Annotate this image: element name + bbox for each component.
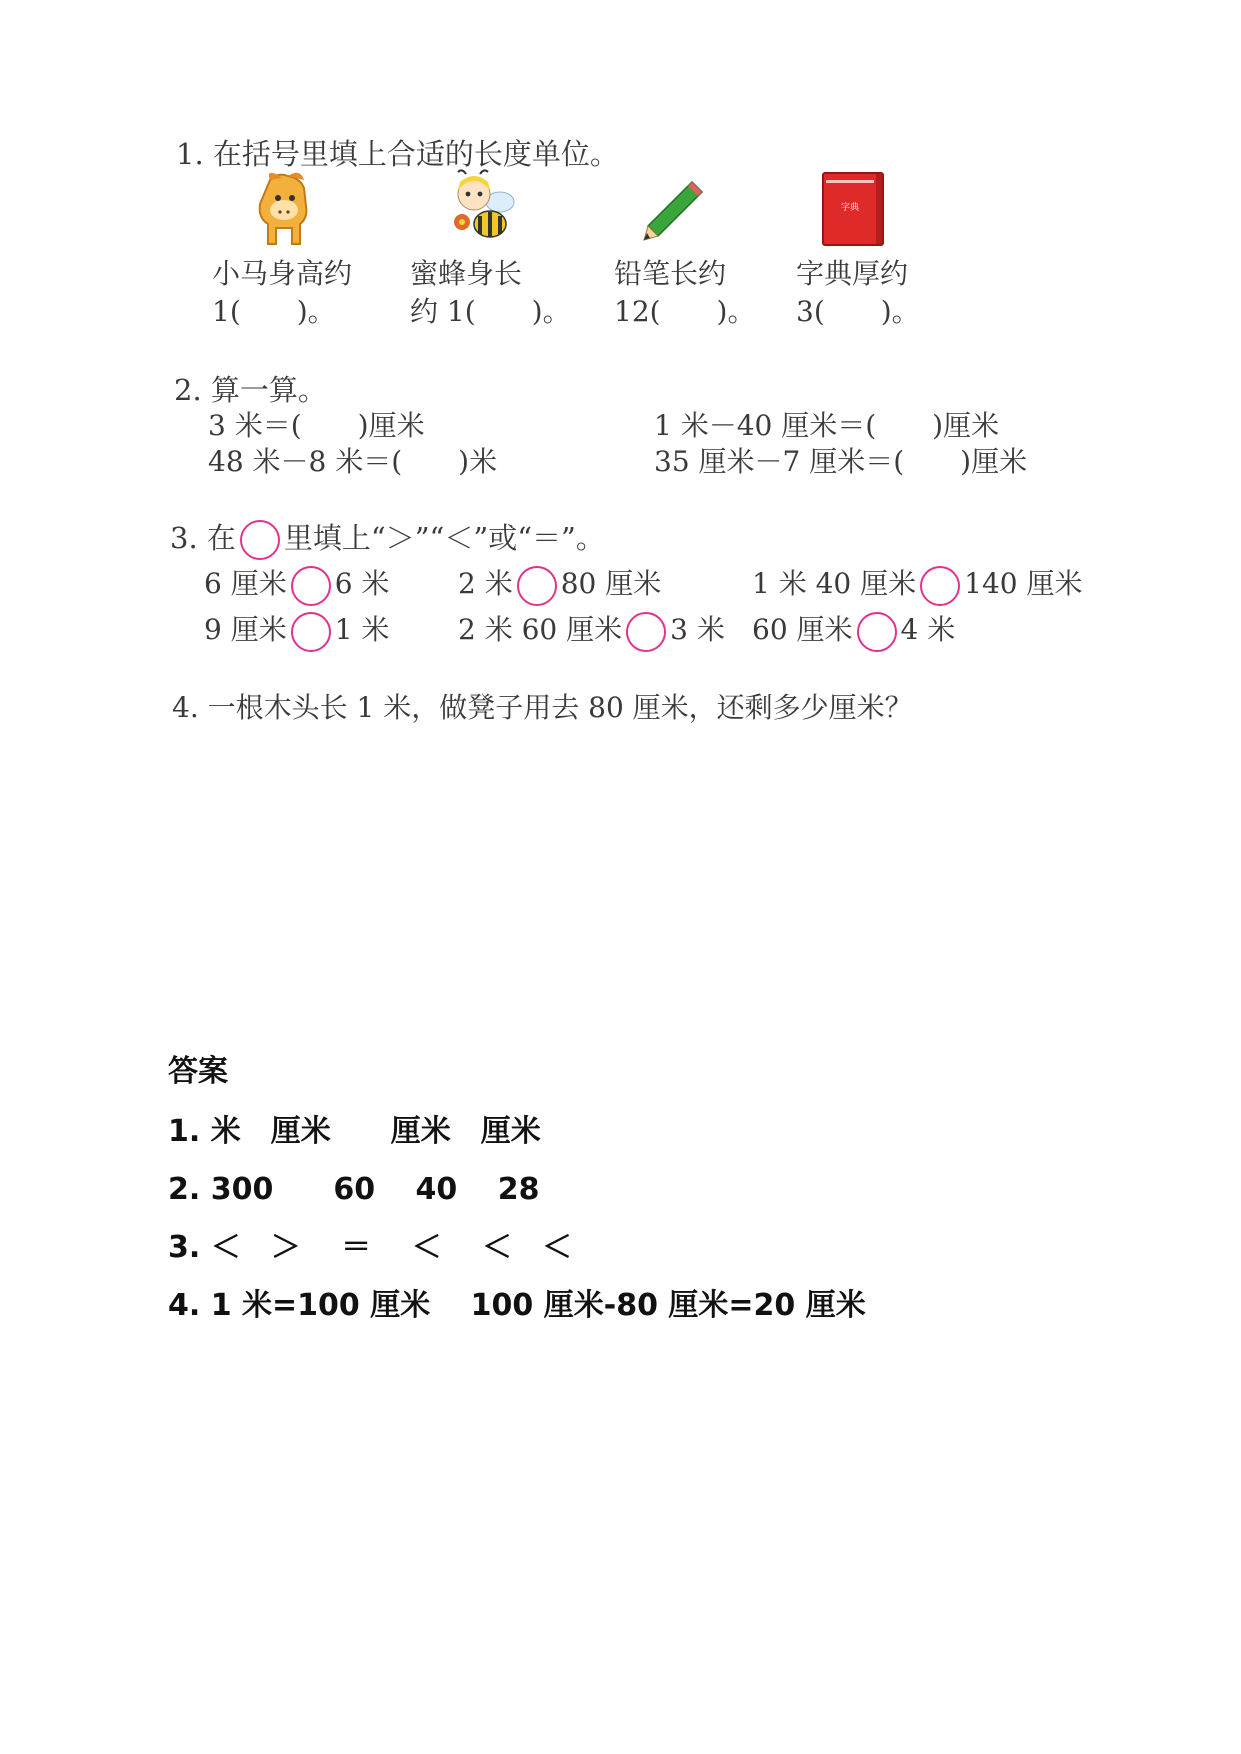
compare-circle[interactable] <box>920 566 960 606</box>
compare-circle[interactable] <box>291 612 331 652</box>
q1-item-3-line2: 12( )。 <box>614 295 756 328</box>
compare-circle[interactable] <box>517 566 557 606</box>
q3-item-5 <box>458 608 725 652</box>
q1-item-2-line2: 约 1( )。 <box>410 295 571 328</box>
q1-title: 1. 在括号里填上合适的长度单位。 <box>176 137 619 171</box>
compare-circle[interactable] <box>857 612 897 652</box>
q3-item-4-left: 9 厘米 <box>204 613 287 646</box>
q3-item-4 <box>204 608 389 652</box>
q3-item-5-left: 2 米 60 厘米 <box>458 613 623 646</box>
q2-item-1: 3 米＝( )厘米 <box>208 409 425 442</box>
answers-heading: 答案 <box>168 1054 228 1089</box>
q3-item-4-right: 1 米 <box>334 613 390 646</box>
q2-item-2: 1 米－40 厘米＝( )厘米 <box>654 409 1000 442</box>
answer-circle <box>240 520 280 560</box>
answer-4: 4. 1 米=100 厘米 100 厘米-80 厘米=20 厘米 <box>168 1288 866 1323</box>
q3-title <box>170 516 605 560</box>
q1-item-1-line2: 1( )。 <box>212 295 336 328</box>
q3-item-2 <box>458 562 661 606</box>
bee-icon <box>444 168 520 248</box>
q3-item-2-right: 80 厘米 <box>560 567 662 600</box>
q3-item-3-right: 140 厘米 <box>964 567 1083 600</box>
q1-item-2-line1: 蜜蜂身长 <box>410 257 523 290</box>
q1-item-4-line2: 3( )。 <box>796 295 920 328</box>
answer-3: 3. ＜ ＞ ＝ ＜ ＜ ＜ <box>168 1230 573 1265</box>
q1-item-3-line1: 铅笔长约 <box>614 257 727 290</box>
pencil-icon <box>642 178 706 244</box>
dictionary-label: 字典 <box>840 203 859 213</box>
q3-item-6-left: 60 厘米 <box>752 613 853 646</box>
compare-circle[interactable] <box>626 612 666 652</box>
answer-2: 2. 300 60 40 28 <box>168 1172 540 1207</box>
q1-item-1-line1: 小马身高约 <box>212 257 353 290</box>
q2-item-3: 48 米－8 米＝( )米 <box>208 445 498 478</box>
q2-item-4: 35 厘米－7 厘米＝( )厘米 <box>654 445 1028 478</box>
q1-item-4-line1: 字典厚约 <box>796 257 909 290</box>
q3-item-3-left: 1 米 40 厘米 <box>752 567 917 600</box>
q3-item-6 <box>752 608 955 652</box>
q3-title-before: 3. 在 <box>170 521 236 555</box>
q3-item-5-right: 3 米 <box>670 613 725 646</box>
answer-1: 1. 米 厘米 厘米 厘米 <box>168 1114 541 1149</box>
q3-item-1-right: 6 米 <box>334 567 390 600</box>
compare-circle[interactable] <box>291 566 331 606</box>
horse-icon <box>248 170 318 248</box>
q2-title: 2. 算一算。 <box>174 373 327 407</box>
q3-item-1 <box>204 562 389 606</box>
dictionary-icon <box>822 172 884 246</box>
q3-item-2-left: 2 米 <box>458 567 513 600</box>
q4-text: 4. 一根木头长 1 米，做凳子用去 80 厘米，还剩多少厘米？ <box>172 691 913 724</box>
q3-item-1-left: 6 厘米 <box>204 567 287 600</box>
q3-item-6-right: 4 米 <box>900 613 956 646</box>
q3-item-3 <box>752 562 1083 606</box>
q3-title-after: 里填上“＞”“＜”或“＝”。 <box>283 521 605 555</box>
